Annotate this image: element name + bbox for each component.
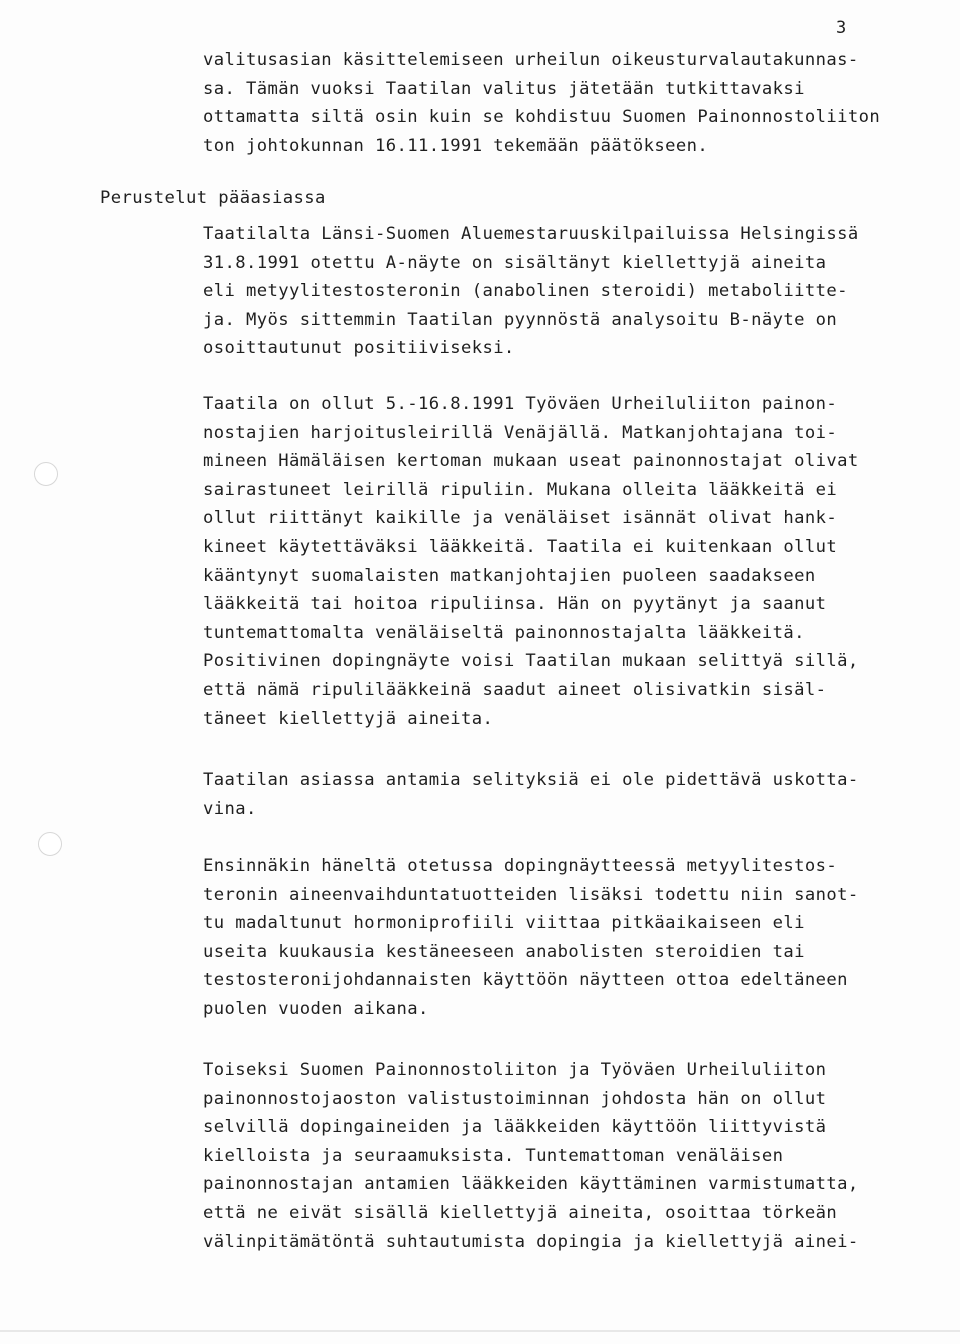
paragraph-first-reason bbox=[203, 852, 943, 1024]
text-line: Taatilalta Länsi-Suomen Aluemestaruuskilpailuissa Helsingissä bbox=[203, 224, 859, 244]
section-heading: Perustelut pääasiassa bbox=[100, 188, 326, 208]
text-line: osoittautunut positiiviseksi. bbox=[203, 338, 515, 359]
text-line: Taatila on ollut 5.-16.8.1991 Työväen Urheiluliiton painon- bbox=[203, 394, 838, 414]
text-line: ja. Myös sittemmin Taatilan pyynnöstä analysoitu B-näyte on bbox=[203, 309, 838, 330]
text-line: ottamatta siltä osin kuin se kohdistuu Suomen Painonnostoliiton bbox=[203, 107, 881, 128]
text-line: kääntynyt suomalaisten matkanjohtajien puoleen saadakseen bbox=[203, 565, 816, 586]
paragraph-appeal-decision bbox=[203, 46, 943, 160]
text-line: tuntemattomalta venäläiseltä painonnostajalta lääkkeitä. bbox=[203, 622, 805, 643]
text-line: 31.8.1991 otettu A-näyte on sisältänyt kiellettyjä aineita bbox=[203, 252, 827, 273]
text-line: sa. Tämän vuoksi Taatilan valitus jätetään tutkittavaksi bbox=[203, 78, 805, 99]
text-line: nostajien harjoitusleirillä Venäjällä. Matkanjohtajana toi- bbox=[203, 422, 838, 443]
text-line: valitusasian käsittelemiseen urheilun oikeusturvalautakunnas- bbox=[203, 50, 859, 70]
text-line: kineet käytettäväksi lääkkeitä. Taatila ei kuitenkaan ollut bbox=[203, 536, 838, 557]
text-line: Toiseksi Suomen Painonnostoliiton ja Työväen Urheiluliiton bbox=[203, 1060, 827, 1080]
text-line: Positivinen dopingnäyte voisi Taatilan mukaan selittyä sillä, bbox=[203, 651, 859, 672]
text-line: eli metyylitestosteronin (anabolinen steroidi) metaboliitte- bbox=[203, 281, 848, 302]
text-line: välinpitämätöntä suhtautumista dopingia ja kiellettyjä ainei- bbox=[203, 1231, 859, 1252]
text-line: teronin aineenvaihduntatuotteiden lisäksi todettu niin sanot- bbox=[203, 884, 859, 905]
paragraph-training-camp bbox=[203, 390, 943, 733]
text-line: että ne eivät sisällä kiellettyjä aineita, osoittaa törkeän bbox=[203, 1202, 838, 1223]
text-line: Taatilan asiassa antamia selityksiä ei ole pidettävä uskotta- bbox=[203, 770, 859, 790]
page-number: 3 bbox=[836, 18, 847, 38]
text-line: vina. bbox=[203, 798, 257, 819]
punch-hole-icon bbox=[34, 462, 58, 486]
punch-hole-icon bbox=[38, 832, 62, 856]
text-line: että nämä ripulilääkkeinä saadut aineet olisivatkin sisäl- bbox=[203, 679, 827, 700]
text-line: useita kuukausia kestäneeseen anabolisten steroidien tai bbox=[203, 941, 805, 962]
text-line: puolen vuoden aikana. bbox=[203, 998, 429, 1019]
text-line: tu madaltunut hormoniprofiili viittaa pitkäaikaiseen eli bbox=[203, 913, 805, 934]
text-line: painonnostojaoston valistustoiminnan johdosta hän on ollut bbox=[203, 1088, 827, 1109]
text-line: mineen Hämäläisen kertoman mukaan useat painonnostajat olivat bbox=[203, 451, 859, 472]
text-line: lääkkeitä tai hoitoa ripuliinsa. Hän on pyytänyt ja saanut bbox=[203, 594, 827, 615]
text-line: selvillä dopingaineiden ja lääkkeiden käyttöön liittyvistä bbox=[203, 1117, 827, 1138]
page-edge-divider bbox=[0, 1330, 960, 1332]
text-line: kielloista ja seuraamuksista. Tuntemattoman venäläisen bbox=[203, 1145, 784, 1166]
text-line: ton johtokunnan 16.11.1991 tekemään päätökseen. bbox=[203, 135, 709, 156]
text-line: ollut riittänyt kaikille ja venäläiset isännät olivat hank- bbox=[203, 508, 838, 529]
paragraph-second-reason bbox=[203, 1056, 943, 1256]
text-line: testosteronijohdannaisten käyttöön näytteen ottoa edeltäneen bbox=[203, 970, 848, 991]
text-line: sairastuneet leirillä ripuliin. Mukana olleita lääkkeitä ei bbox=[203, 479, 838, 500]
paragraph-sample-result bbox=[203, 220, 943, 363]
text-line: painonnostajan antamien lääkkeiden käyttäminen varmistumatta, bbox=[203, 1174, 859, 1195]
paragraph-explanations bbox=[203, 766, 943, 823]
text-line: Ensinnäkin häneltä otetussa dopingnäytteessä metyylitestos- bbox=[203, 856, 838, 876]
text-line: täneet kiellettyjä aineita. bbox=[203, 708, 494, 729]
